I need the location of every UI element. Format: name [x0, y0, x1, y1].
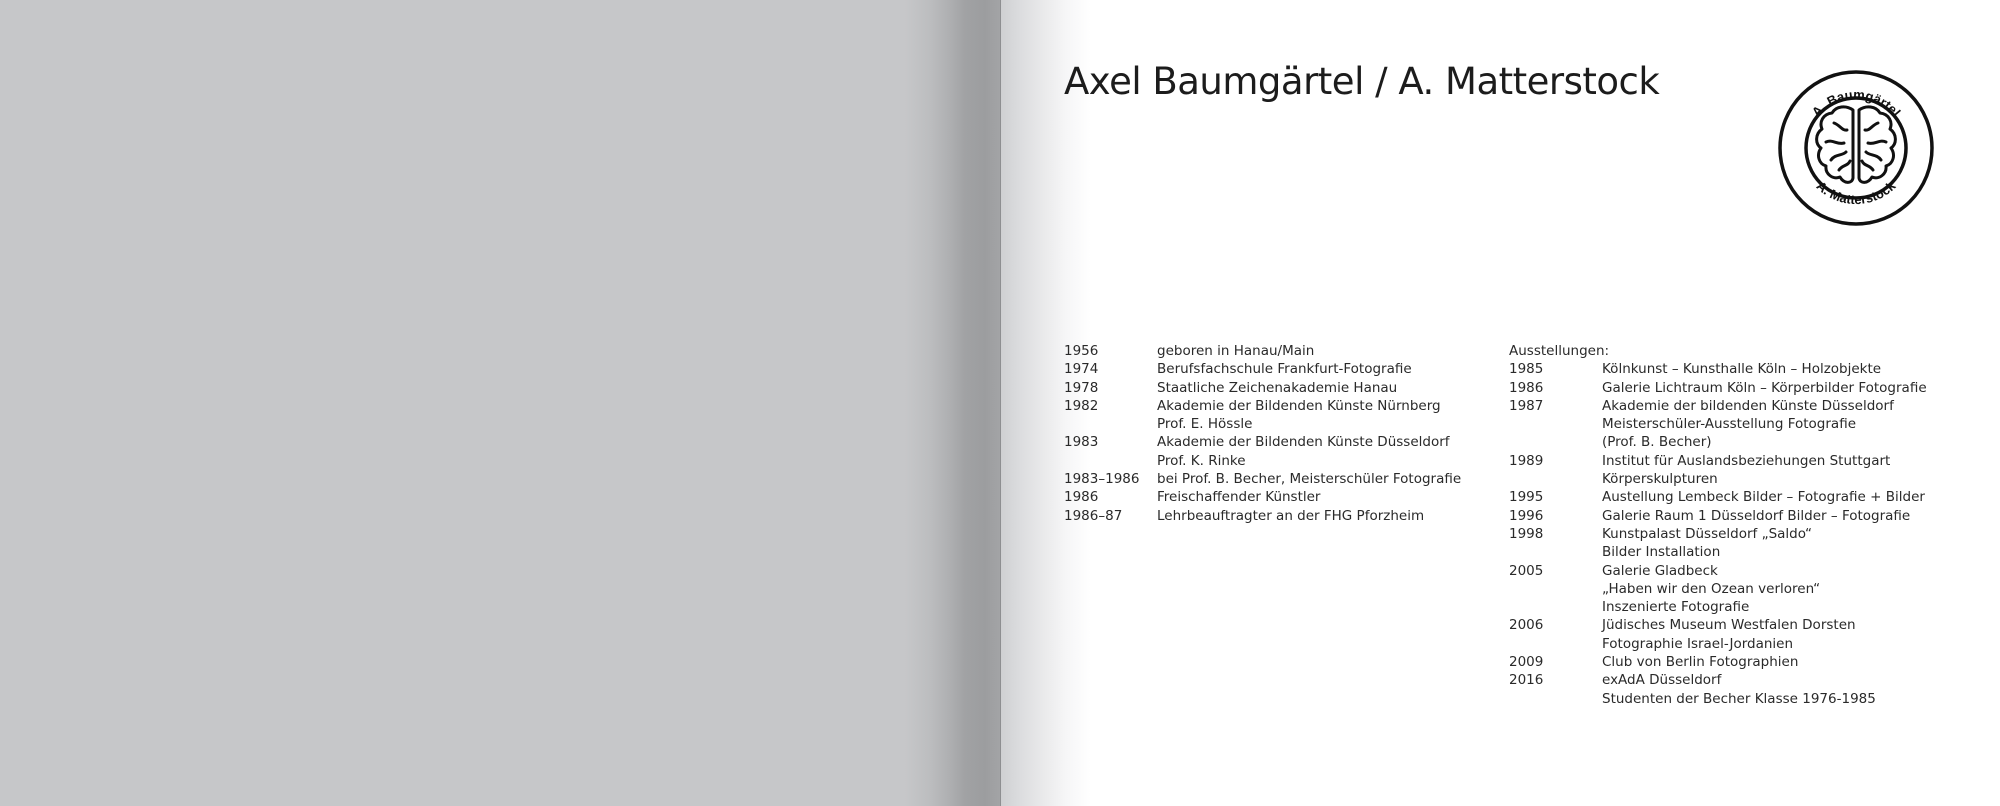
exhibition-text: Austellung Lembeck Bilder – Fotografie + Bilder — [1602, 489, 1925, 506]
bio-text: Akademie der Bildenden Künste Nürnberg Prof. E. Hössle — [1157, 397, 1441, 433]
exhibition-row — [1509, 525, 1969, 562]
bio-row — [1064, 397, 1484, 434]
exhibition-text: exAdA Düsseldorf Studenten der Becher Klasse 1976-1985 — [1602, 672, 1876, 707]
bio-row — [1064, 507, 1484, 525]
exhibition-row — [1509, 397, 1969, 452]
bio-year: 1974 — [1064, 361, 1099, 378]
exhibition-text: Kölnkunst – Kunsthalle Köln – Holzobjekte — [1602, 361, 1882, 378]
exhibition-row — [1509, 379, 1969, 397]
exhibition-year: 2005 — [1509, 562, 1544, 579]
bio-text: Berufsfachschule Frankfurt-Fotografie — [1157, 361, 1412, 378]
bio-row — [1064, 470, 1484, 488]
exhibition-year: 1986 — [1509, 379, 1544, 396]
exhibition-year: 1987 — [1509, 397, 1544, 414]
exhibition-text: Jüdisches Museum Westfalen Dorsten Fotographie Israel-Jordanien — [1602, 617, 1856, 652]
exhibition-row — [1509, 507, 1969, 525]
exhibition-year: 1996 — [1509, 507, 1544, 524]
exhibition-row — [1509, 360, 1969, 378]
stamp-bottom-text: A. Matterstock — [1813, 178, 1899, 208]
bio-text: Freischaffender Künstler — [1157, 489, 1321, 506]
bio-row — [1064, 379, 1484, 397]
exhibition-row — [1509, 562, 1969, 617]
exhibition-year: 1995 — [1509, 489, 1544, 506]
exhibitions-list — [1509, 342, 1969, 708]
exhibition-text: Galerie Raum 1 Düsseldorf Bilder – Fotografie — [1602, 507, 1911, 524]
exhibition-text: Institut für Auslandsbeziehungen Stuttgart Körperskulpturen — [1602, 452, 1891, 488]
exhibition-text: Akademie der bildenden Künste Düsseldorf Meisterschüler-Ausstellung Fotografie (Prof. B. Becher) — [1602, 397, 1894, 451]
exhibition-row — [1509, 488, 1969, 506]
bio-year: 1983 — [1064, 434, 1099, 451]
exhibitions-heading: Ausstellungen: — [1509, 343, 1610, 359]
bio-year: 1982 — [1064, 397, 1099, 414]
bio-text: Lehrbeauftragter an der FHG Pforzheim — [1157, 507, 1425, 524]
bio-year: 1986 — [1064, 489, 1099, 506]
exhibition-year: 2016 — [1509, 672, 1544, 689]
biography-list — [1064, 342, 1484, 525]
bio-year: 1983–1986 — [1064, 471, 1140, 488]
exhibition-text: Club von Berlin Fotographien — [1602, 654, 1799, 671]
exhibition-year: 2006 — [1509, 617, 1544, 634]
exhibition-year: 1989 — [1509, 452, 1544, 469]
bio-row — [1064, 433, 1484, 470]
exhibition-year: 1985 — [1509, 361, 1544, 378]
bio-row — [1064, 342, 1484, 360]
bio-year: 1956 — [1064, 343, 1099, 359]
bio-text: Staatliche Zeichenakademie Hanau — [1157, 379, 1398, 396]
exhibition-text: Galerie Lichtraum Köln – Körperbilder Fotografie — [1602, 379, 1927, 396]
bio-year: 1978 — [1064, 379, 1099, 396]
exhibition-year: 2009 — [1509, 654, 1544, 671]
exhibition-text: Kunstpalast Düsseldorf „Saldo“ Bilder Installation — [1602, 525, 1813, 561]
bio-text: geboren in Hanau/Main — [1157, 343, 1315, 359]
bio-row — [1064, 488, 1484, 506]
exhibition-year: 1998 — [1509, 525, 1544, 542]
bio-row — [1064, 360, 1484, 378]
exhibition-row — [1509, 452, 1969, 489]
exhibition-text: Galerie Gladbeck „Haben wir den Ozean verloren“ Inszenierte Fotografie — [1602, 562, 1821, 616]
stamp-top-text: A. Baumgärtel — [1808, 86, 1904, 120]
page-title: Axel Baumgärtel / A. Matterstock — [1064, 60, 1660, 103]
exhibition-row — [1509, 653, 1969, 671]
exhibition-row — [1509, 616, 1969, 653]
brain-icon — [1817, 107, 1896, 183]
bio-text: Akademie der Bildenden Künste Düsseldorf Prof. K. Rinke — [1157, 434, 1450, 469]
bio-text: bei Prof. B. Becher, Meisterschüler Fotografie — [1157, 471, 1462, 488]
stamp-logo — [1776, 68, 1936, 228]
exhibition-row — [1509, 671, 1969, 708]
bio-year: 1986–87 — [1064, 507, 1123, 524]
